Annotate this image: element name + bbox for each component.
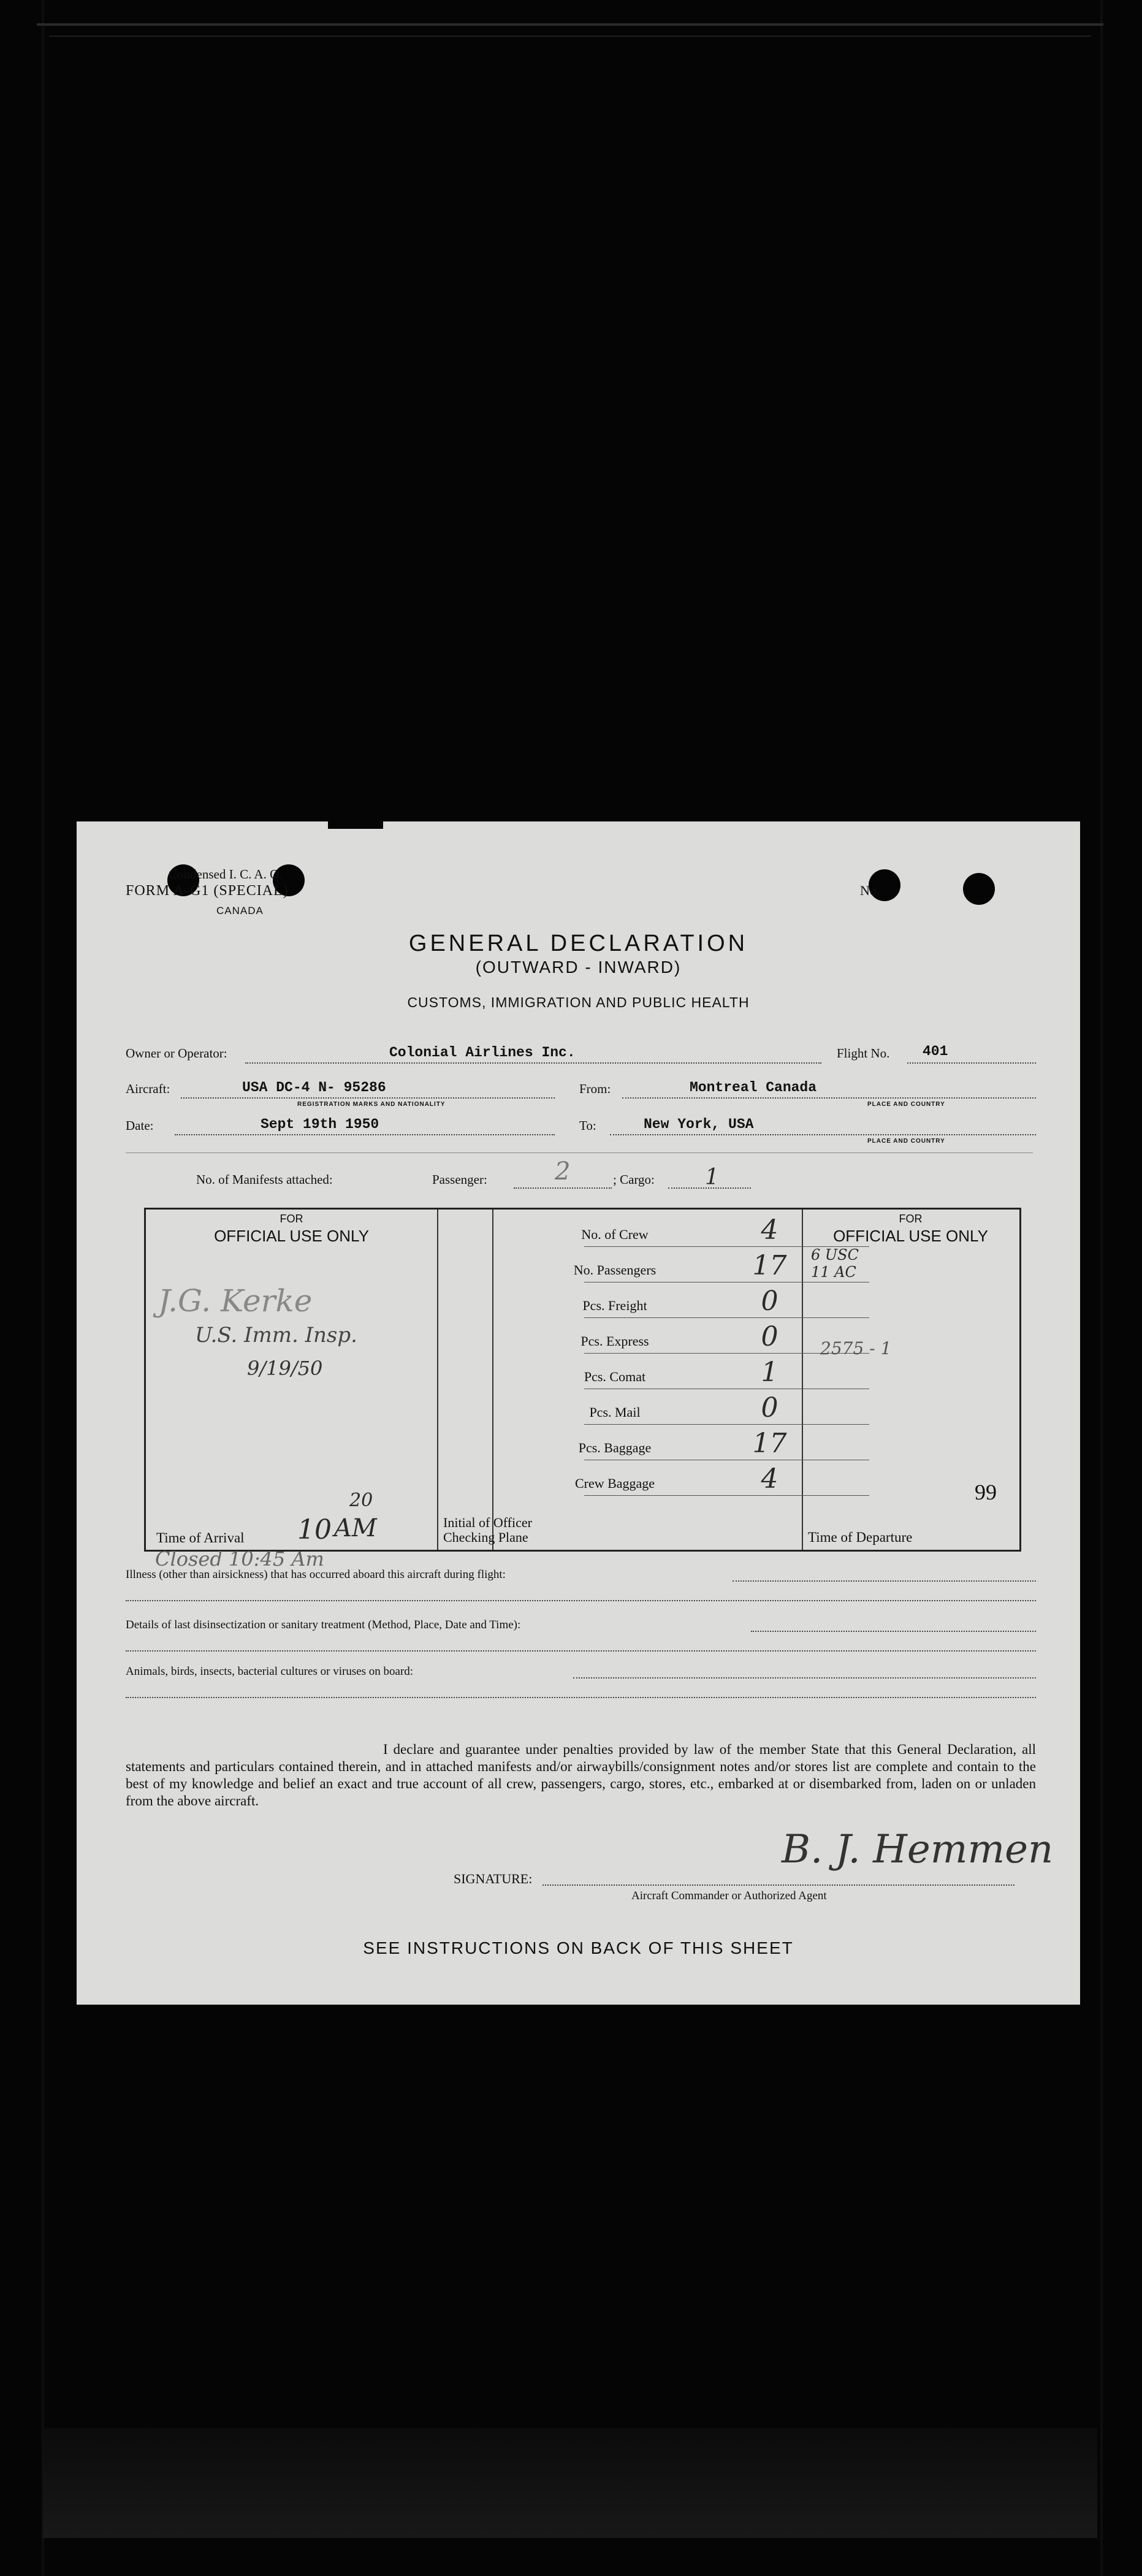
mail-count-label: Pcs. Mail — [589, 1404, 641, 1420]
officer-date: 9/19/50 — [247, 1357, 323, 1380]
right-official-for: FOR — [899, 1213, 923, 1225]
freight-count-value: 0 — [761, 1286, 778, 1317]
crew-count-label: No. of Crew — [581, 1227, 649, 1242]
film-bottom-band — [43, 2428, 1097, 2538]
animals-line-2 — [126, 1697, 1036, 1698]
crew-count-value: 4 — [761, 1214, 778, 1246]
form-number: FORM A-G1 (SPECIAL) — [126, 883, 289, 899]
express-count-label: Pcs. Express — [581, 1333, 649, 1349]
form-header-line1: Condensed I. C. A. O. — [169, 867, 283, 882]
row-rule — [584, 1246, 869, 1247]
film-frame-right — [1100, 0, 1103, 2576]
flight-label: Flight No. — [837, 1046, 890, 1061]
official-note-3: 2575 - 1 — [820, 1338, 892, 1358]
signature-line — [542, 1884, 1014, 1886]
crew-baggage-count-value: 4 — [761, 1463, 778, 1495]
form-country: CANADA — [216, 905, 264, 916]
manifests-label: No. of Manifests attached: — [196, 1172, 333, 1187]
date-value: Sept 19th 1950 — [261, 1116, 379, 1132]
footer-instructions: SEE INSTRUCTIONS ON BACK OF THIS SHEET — [363, 1938, 794, 1957]
film-frame-left — [42, 0, 44, 2576]
illness-line-2 — [126, 1600, 1036, 1601]
declaration-text: I declare and guarantee under penalties provided by law of the member State that this General Declaration, all statements and particulars contained therein, and in attached manifests and/or airwaybills/consignment notes and/or stores list are complete and contain to the best of my knowledge and belief an exact and true account of all crew, passengers, cargo, stores, etc., embarked at or disembarked from, laden on or unladen from the above aircraft. — [126, 1742, 1036, 1808]
arrival-minute: 20 — [349, 1490, 373, 1511]
freight-count-label: Pcs. Freight — [582, 1298, 647, 1313]
official-use-table — [144, 1208, 1021, 1552]
animals-line — [573, 1677, 1036, 1679]
right-official-heading: OFFICIAL USE ONLY — [833, 1227, 988, 1245]
to-label: To: — [579, 1118, 596, 1133]
punch-hole — [963, 873, 995, 905]
date-line — [175, 1134, 555, 1135]
row-rule — [584, 1424, 869, 1425]
cargo-manifest-value: 1 — [705, 1165, 719, 1190]
column-divider — [437, 1210, 438, 1550]
flight-line — [907, 1062, 1036, 1064]
illness-label: Illness (other than airsickness) that has occurred aboard this aircraft during flight: — [126, 1568, 506, 1581]
animals-label: Animals, birds, insects, bacterial cultures or viruses on board: — [126, 1665, 414, 1678]
left-official-for: FOR — [280, 1213, 303, 1225]
from-label: From: — [579, 1081, 611, 1096]
date-label: Date: — [126, 1118, 154, 1133]
disinsectization-line-2 — [126, 1650, 1036, 1652]
comat-count-label: Pcs. Comat — [584, 1369, 646, 1384]
passenger-manifest-line — [514, 1187, 612, 1189]
signature-label: SIGNATURE: — [454, 1871, 533, 1886]
torn-edge — [328, 817, 383, 829]
from-caption: PLACE AND COUNTRY — [867, 1101, 945, 1108]
agencies-heading: CUSTOMS, IMMIGRATION AND PUBLIC HEALTH — [407, 994, 750, 1010]
passenger-manifest-value: 2 — [555, 1157, 571, 1186]
from-value: Montreal Canada — [690, 1080, 817, 1096]
left-official-heading: OFFICIAL USE ONLY — [214, 1227, 369, 1245]
no-label: No. — [860, 883, 880, 898]
row-rule — [584, 1353, 869, 1354]
passenger-manifest-label: Passenger: — [432, 1172, 487, 1187]
page-subtitle: (OUTWARD - INWARD) — [475, 958, 682, 977]
arrival-ampm: AM — [334, 1514, 377, 1542]
comat-count-value: 1 — [761, 1357, 778, 1388]
aircraft-caption: REGISTRATION MARKS AND NATIONALITY — [297, 1101, 446, 1108]
disinsectization-label: Details of last disinsectization or sanitary treatment (Method, Place, Date and Time): — [126, 1618, 521, 1631]
disinsectization-line — [751, 1631, 1036, 1632]
from-line — [622, 1097, 1036, 1099]
declaration-sheet — [77, 821, 1080, 2005]
stamp-number: 99 — [975, 1480, 997, 1504]
departure-time-label: Time of Departure — [808, 1530, 913, 1545]
arrival-hour: 10 — [297, 1514, 332, 1545]
baggage-count-label: Pcs. Baggage — [578, 1440, 652, 1455]
illness-line — [733, 1580, 1036, 1582]
column-divider — [802, 1210, 803, 1550]
page-title: GENERAL DECLARATION — [408, 931, 748, 956]
commander-signature: B. J. Hemmen — [782, 1827, 1054, 1872]
cargo-manifest-label: ; Cargo: — [613, 1172, 655, 1187]
baggage-count-value: 17 — [752, 1428, 787, 1459]
express-count-value: 0 — [761, 1321, 778, 1352]
officer-title: U.S. Imm. Insp. — [195, 1323, 357, 1347]
aircraft-label: Aircraft: — [126, 1081, 170, 1096]
row-rule — [584, 1495, 869, 1496]
officer-signature: J.G. Kerke — [158, 1283, 313, 1319]
to-line — [610, 1134, 1036, 1135]
film-top-edge — [37, 23, 1103, 26]
arrival-time-label: Time of Arrival — [156, 1530, 245, 1545]
owner-value: Colonial Airlines Inc. — [389, 1045, 576, 1061]
owner-line — [245, 1062, 821, 1064]
passengers-count-value: 17 — [752, 1250, 787, 1281]
owner-label: Owner or Operator: — [126, 1046, 227, 1061]
closed-note: Closed 10:45 Am — [155, 1547, 324, 1571]
crew-baggage-count-label: Crew Baggage — [574, 1476, 655, 1491]
to-caption: PLACE AND COUNTRY — [867, 1138, 945, 1145]
mail-count-value: 0 — [761, 1392, 778, 1423]
official-note-1: 6 USC — [811, 1246, 859, 1263]
passengers-count-label: No. Passengers — [573, 1262, 657, 1278]
row-rule — [584, 1317, 869, 1318]
aircraft-line — [181, 1097, 555, 1099]
aircraft-value: USA DC-4 N- 95286 — [242, 1080, 386, 1096]
flight-value: 401 — [923, 1043, 948, 1059]
signature-caption: Aircraft Commander or Authorized Agent — [631, 1889, 827, 1902]
film-top-edge-secondary — [49, 36, 1091, 37]
to-value: New York, USA — [644, 1116, 754, 1132]
checking-plane-label: Checking Plane — [443, 1530, 528, 1545]
initial-officer-label: Initial of Officer — [443, 1515, 532, 1530]
official-note-2: 11 AC — [811, 1263, 856, 1281]
